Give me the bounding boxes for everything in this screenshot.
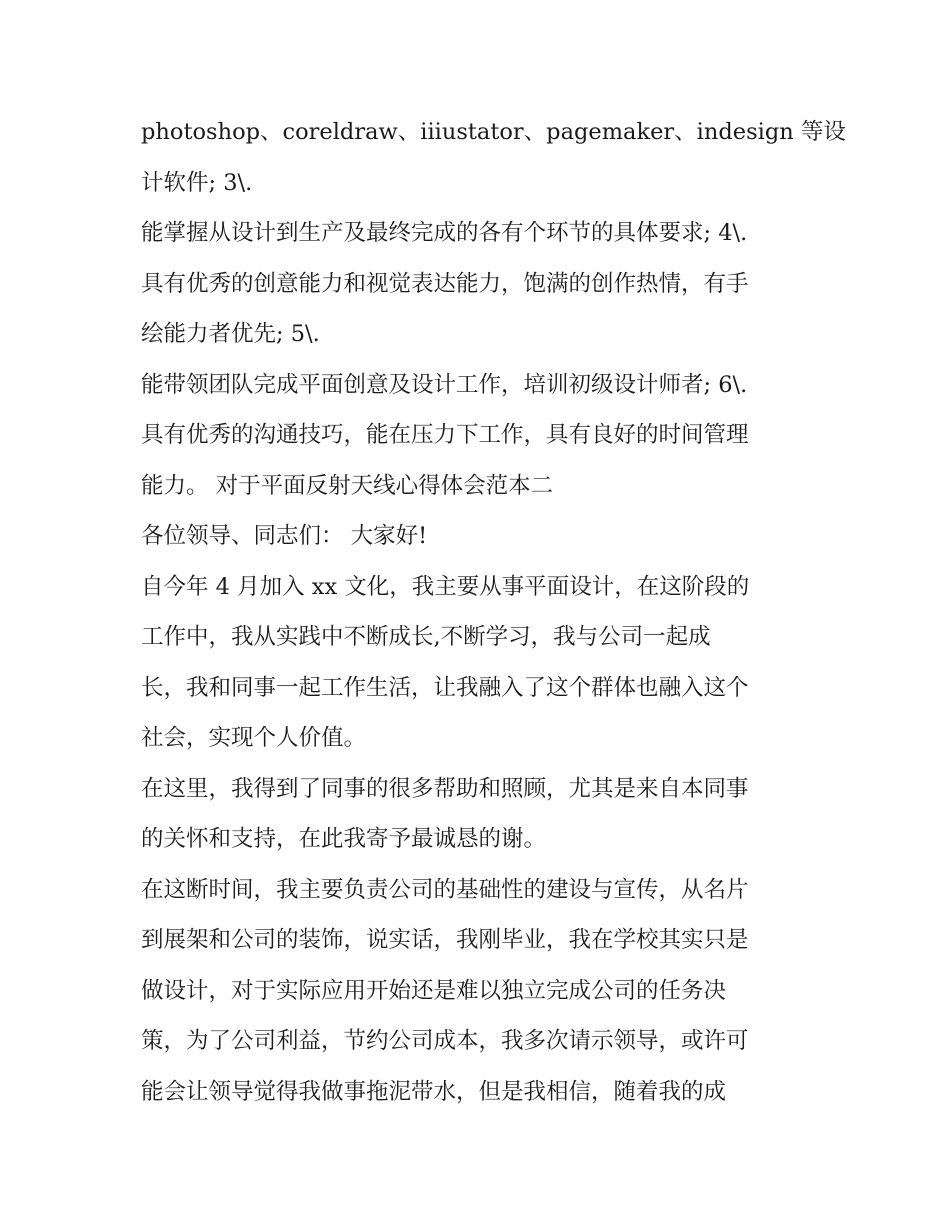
text-line: 能力。 对于平面反射天线心得体会范本二 bbox=[141, 472, 554, 499]
text-line: photoshop、coreldraw、iiiustator、pagemaker、indesign 等设 bbox=[141, 119, 846, 145]
text-line: 长，我和同事一起工作生活，让我融入了这个群体也融入这个 bbox=[141, 674, 749, 701]
text-line: 能会让领导觉得我做事拖泥带水，但是我相信，随着我的成 bbox=[141, 1078, 727, 1105]
text-line: 计软件; 3\. bbox=[141, 169, 253, 196]
text-line: 自今年 4 月加入 xx 文化，我主要从事平面设计，在这阶段的 bbox=[141, 573, 750, 600]
document-body bbox=[141, 107, 846, 1117]
text-line: 具有优秀的创意能力和视觉表达能力，饱满的创作热情，有手 bbox=[141, 270, 749, 297]
text-line: 在这断时间，我主要负责公司的基础性的建设与宣传，从名片 bbox=[141, 876, 749, 903]
text-line: 做设计，对于实际应用开始还是难以独立完成公司的任务决 bbox=[141, 977, 727, 1004]
text-line: 策，为了公司利益，节约公司成本，我多次请示领导，或许可 bbox=[141, 1028, 749, 1054]
text-line: 的关怀和支持，在此我寄予最诚恳的谢。 bbox=[141, 826, 547, 852]
text-line: 各位领导、同志们： 大家好! bbox=[141, 523, 428, 549]
text-line: 在这里，我得到了同事的很多帮助和照顾，尤其是来自本同事 bbox=[141, 775, 749, 802]
text-line: 工作中，我从实践中不断成长,不断学习，我与公司一起成 bbox=[141, 624, 711, 650]
text-line: 能掌握从设计到生产及最终完成的各有个环节的具体要求; 4\. bbox=[141, 220, 748, 246]
text-line: 能带领团队完成平面创意及设计工作，培训初级设计师者; 6\. bbox=[141, 371, 748, 398]
text-line: 具有优秀的沟通技巧，能在压力下工作，具有良好的时间管理 bbox=[141, 422, 749, 448]
text-line: 社会，实现个人价值。 bbox=[141, 725, 367, 751]
text-line: 绘能力者优先; 5\. bbox=[141, 321, 320, 347]
text-line: 到展架和公司的装饰，说实话，我刚毕业，我在学校其实只是 bbox=[141, 927, 749, 953]
